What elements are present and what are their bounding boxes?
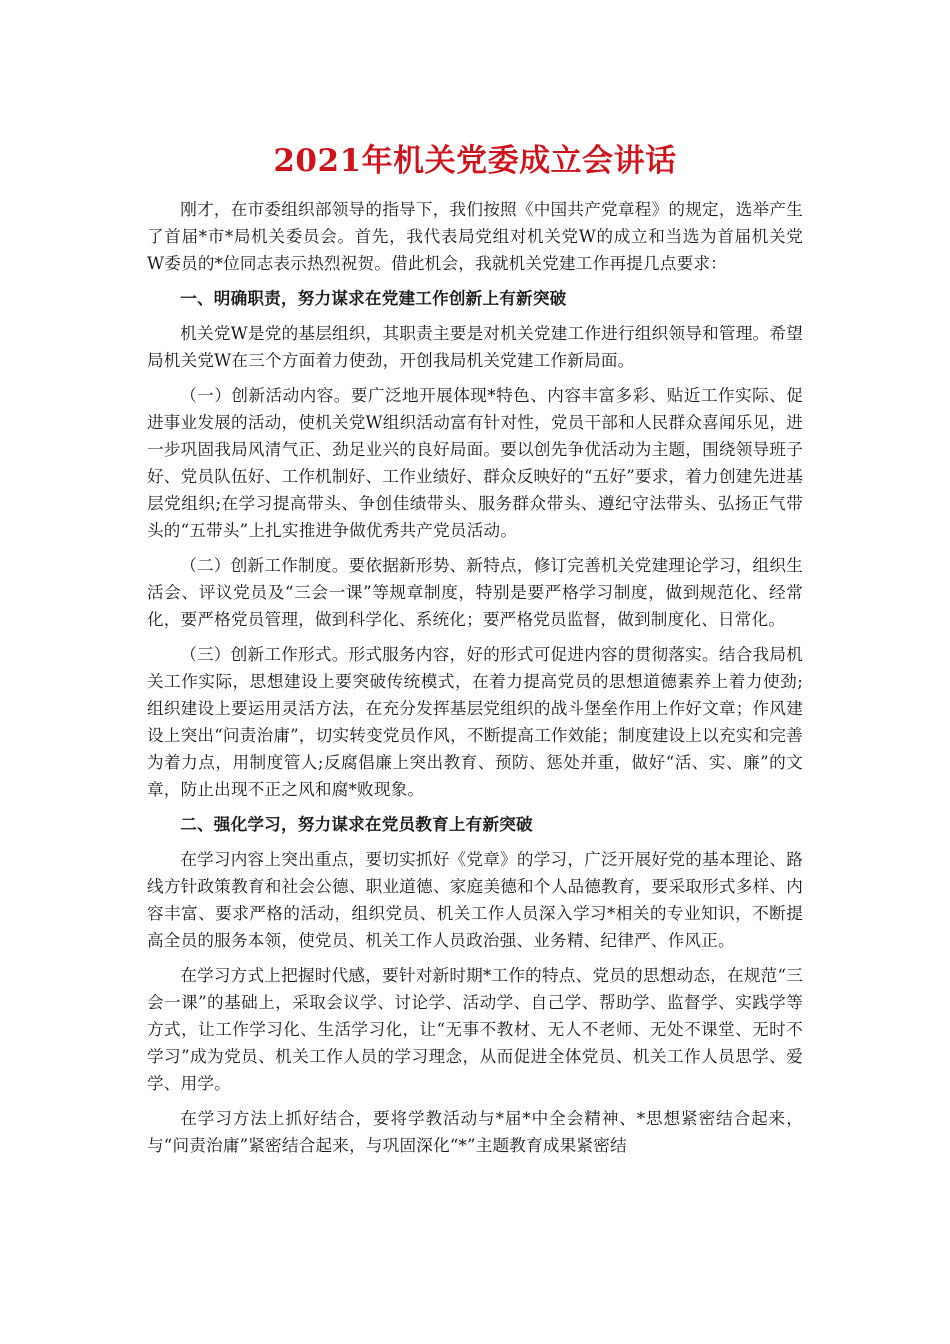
document-blocks xyxy=(147,196,803,1159)
section-heading: 一、明确职责，努力谋求在党建工作创新上有新突破 xyxy=(180,288,567,308)
paragraph: 刚才，在市委组织部领导的指导下，我们按照《中国共产党章程》的规定，选举产生了首届*市*局机关委员会。首先，我代表局党组对机关党W的成立和当选为首届机关党W委员的*位同志表示热烈祝贺。借此机会，我就机关党建工作再提几点要求： xyxy=(147,200,803,273)
document-body xyxy=(147,140,803,1167)
paragraph: （二）创新工作制度。要依据新形势、新特点，修订完善机关党建理论学习，组织生活会、评议党员及“三会一课”等规章制度，特别是要严格学习制度，做到规范化、经常化，要严格党员管理，做到科学化、系统化；要严格党员监督，做到制度化、日常化。 xyxy=(147,556,803,629)
paragraph: 在学习内容上突出重点，要切实抓好《党章》的学习，广泛开展好党的基本理论、路线方针政策教育和社会公德、职业道德、家庭美德和个人品德教育，要采取形式多样、内容丰富、要求严格的活动，组织党员、机关工作人员深入学习*相关的专业知识，不断提高全员的服务本领，使党员、机关工作人员政治强、业务精、纪律严、作风正。 xyxy=(147,850,803,950)
paragraph: （一）创新活动内容。要广泛地开展体现*特色、内容丰富多彩、贴近工作实际、促进事业发展的活动，使机关党W组织活动富有针对性，党员干部和人民群众喜闻乐见，进一步巩固我局风清气正、劲足业兴的良好局面。要以创先争优活动为主题，围绕领导班子好、党员队伍好、工作机制好、工作业绩好、群众反映好的“五好”要求，着力创建先进基层党组织;在学习提高带头、争创佳绩带头、服务群众带头、遵纪守法带头、弘扬正气带头的“五带头”上扎实推进争做优秀共产党员活动。 xyxy=(147,386,803,540)
paragraph: （三）创新工作形式。形式服务内容，好的形式可促进内容的贯彻落实。结合我局机关工作实际，思想建设上要突破传统模式，在着力提高党员的思想道德素养上着力使劲;组织建设上要运用灵活方法，在充分发挥基层党组织的战斗堡垒作用上作好文章；作风建设上突出“问责治庸”，切实转变党员作风，不断提高工作效能；制度建设上以充实和完善为着力点，用制度管人;反腐倡廉上突出教育、预防、惩处并重，做好“活、实、廉”的文章，防止出现不正之风和腐*败现象。 xyxy=(147,645,803,799)
document-title: 2021年机关党委成立会讲话 xyxy=(273,143,677,179)
paragraph: 在学习方法上抓好结合，要将学教活动与*届*中全会精神、*思想紧密结合起来，与“问责治庸”紧密结合起来，与巩固深化“*”主题教育成果紧密结 xyxy=(147,1109,803,1155)
section-heading: 二、强化学习，努力谋求在党员教育上有新突破 xyxy=(180,814,533,834)
paragraph: 机关党W是党的基层组织，其职责主要是对机关党建工作进行组织领导和管理。希望局机关党W在三个方面着力使劲，开创我局机关党建工作新局面。 xyxy=(147,324,803,370)
paragraph: 在学习方式上把握时代感，要针对新时期*工作的特点、党员的思想动态，在规范“三会一课”的基础上，采取会议学、讨论学、活动学、自己学、帮助学、监督学、实践学等方式，让工作学习化、生活学习化，让“无事不教材、无人不老师、无处不课堂、无时不学习”成为党员、机关工作人员的学习理念，从而促进全体党员、机关工作人员思学、爱学、用学。 xyxy=(147,966,803,1093)
